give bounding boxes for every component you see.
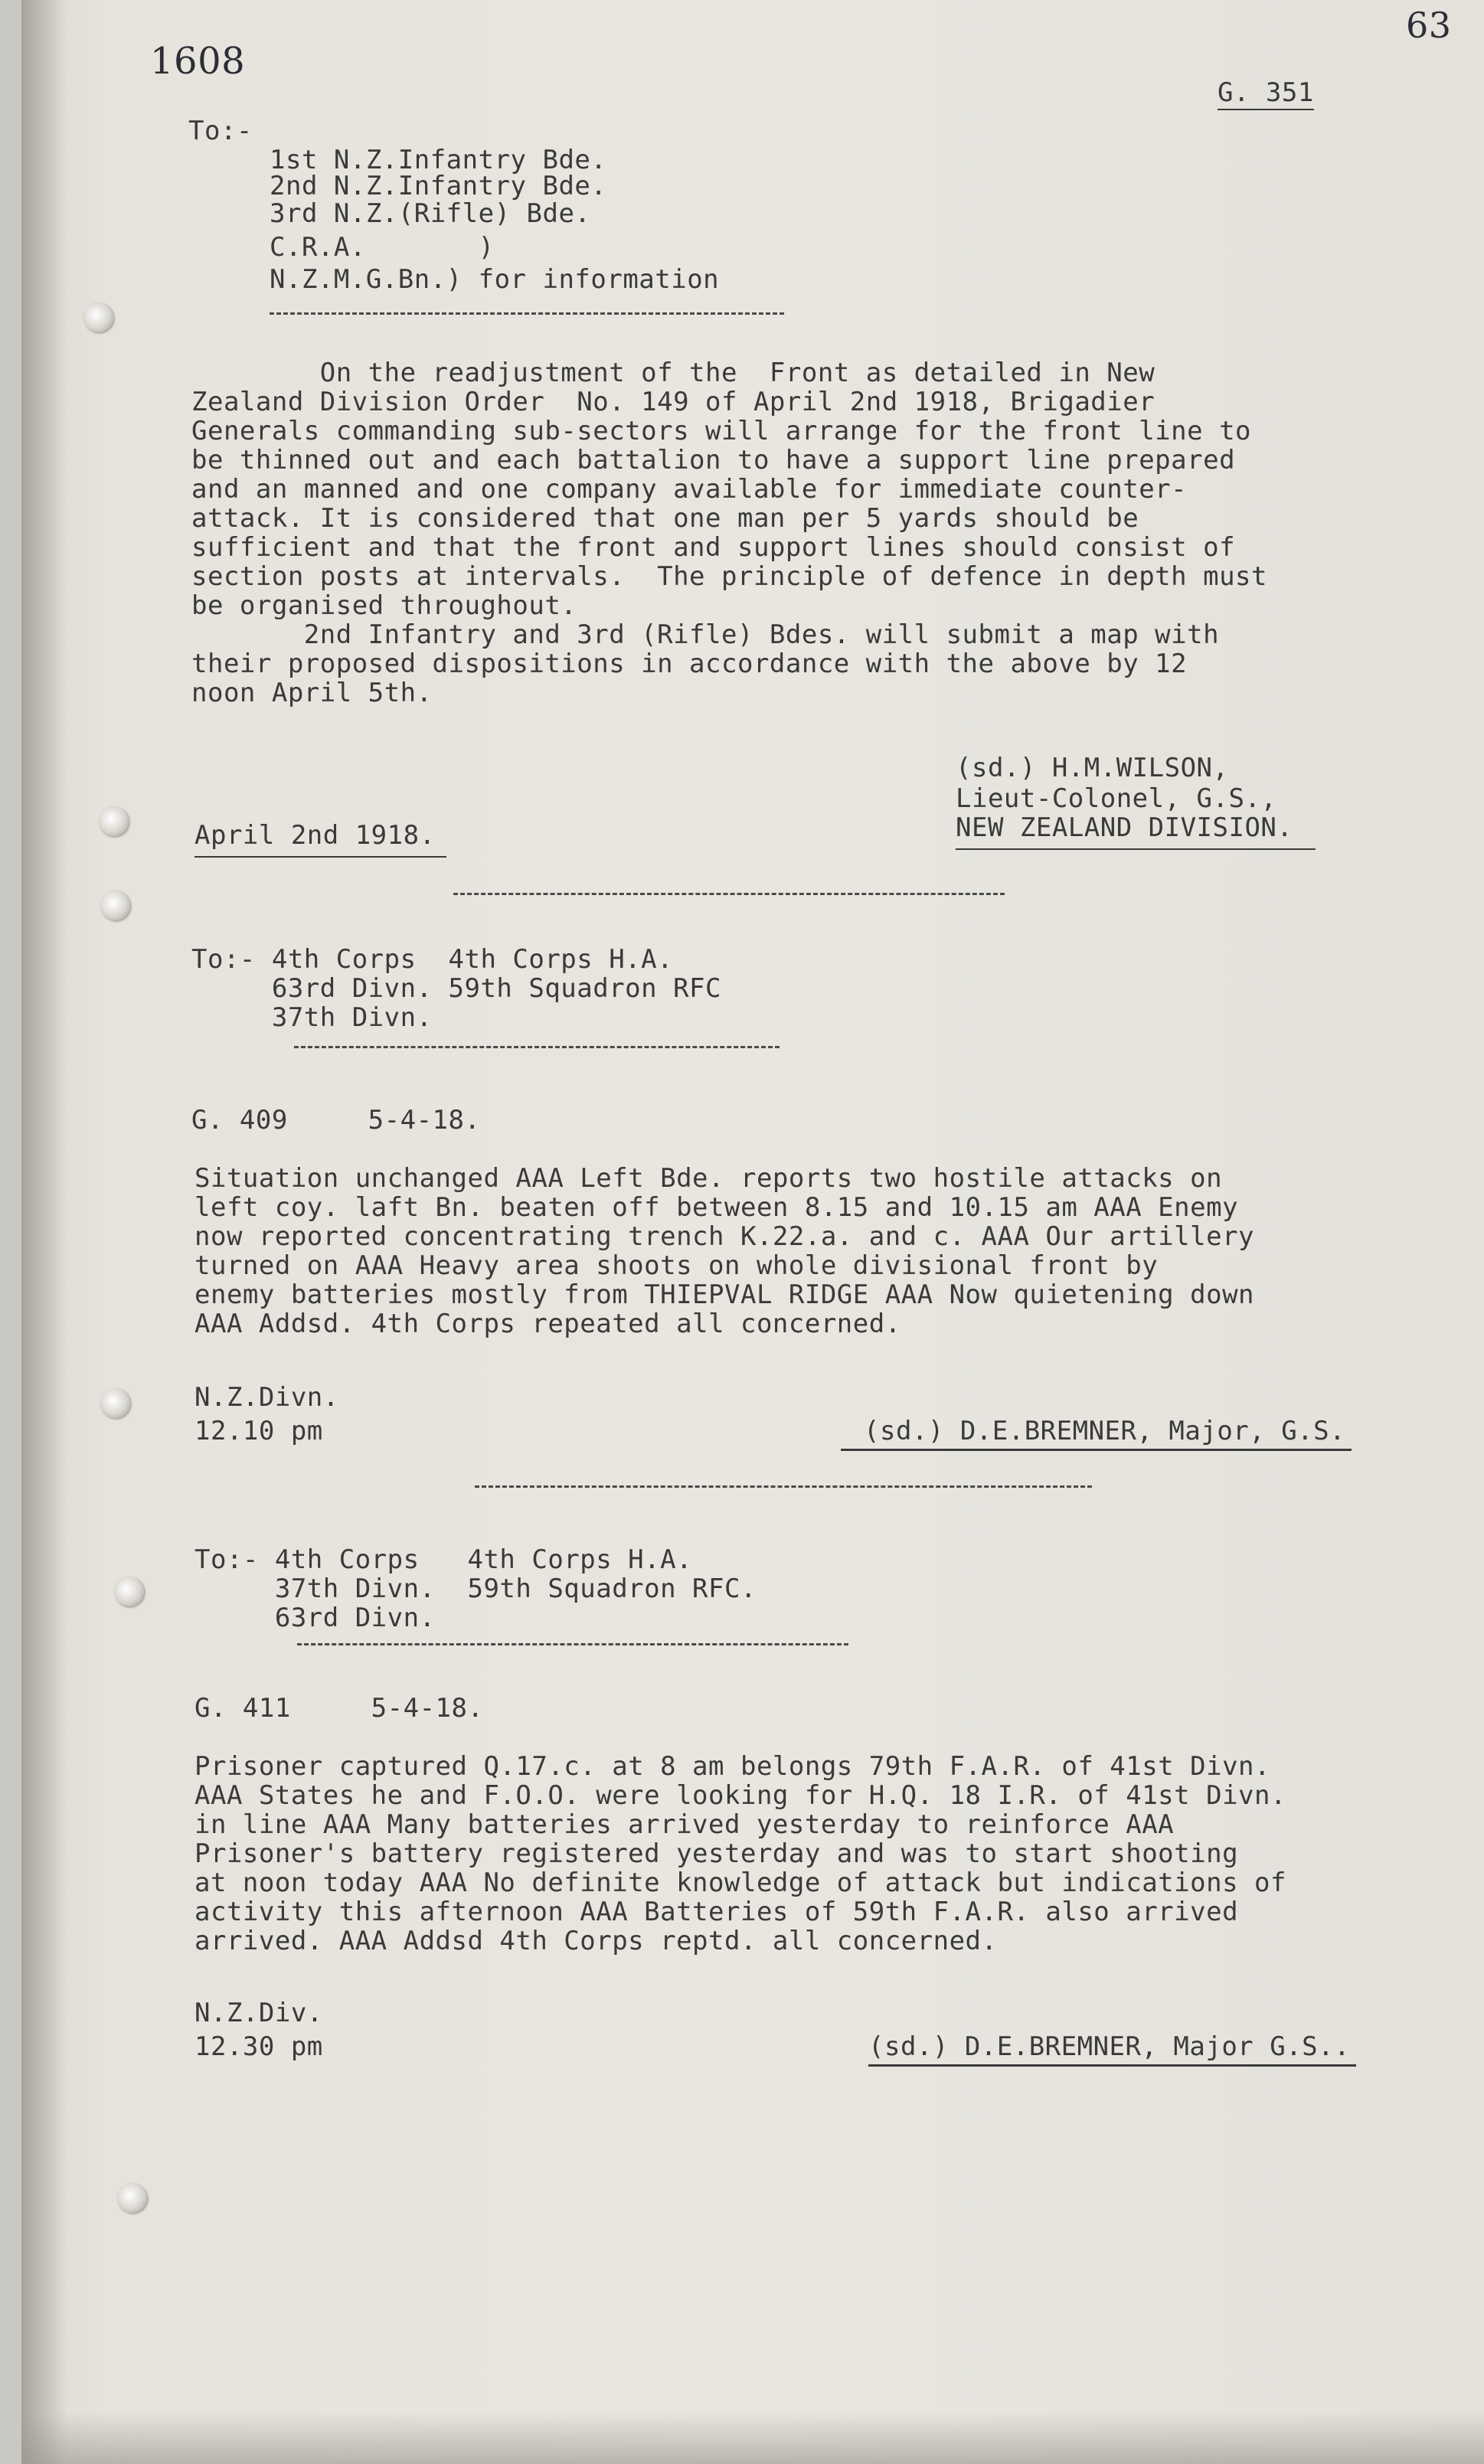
doc3-reference: G. 411 5-4-18. bbox=[194, 1693, 484, 1724]
body-line: Prisoner's battery registered yesterday and was to start shooting bbox=[194, 1838, 1239, 1869]
doc1-date: April 2nd 1918. bbox=[194, 822, 446, 858]
punch-hole bbox=[115, 1577, 144, 1606]
doc1-recipient: 3rd N.Z.(Rifle) Bde. bbox=[270, 198, 591, 229]
doc3-to-line: 63rd Divn. bbox=[194, 1603, 436, 1633]
divider bbox=[297, 1643, 848, 1645]
body-line: sufficient and that the front and support lines should consist of bbox=[191, 532, 1236, 563]
doc1-reference: G. 351 bbox=[1218, 80, 1314, 110]
body-line: section posts at intervals. The principle of defence in depth must bbox=[191, 561, 1267, 592]
body-line: Prisoner captured Q.17.c. at 8 am belongs 79th F.A.R. of 41st Divn. bbox=[194, 1751, 1270, 1782]
doc1-to-label: To:- bbox=[188, 116, 253, 146]
file-number: 1608 bbox=[150, 40, 246, 83]
body-line: at noon today AAA No definite knowledge of attack but indications of bbox=[194, 1868, 1286, 1898]
doc3-origin: N.Z.Div. bbox=[194, 1998, 323, 2028]
punch-hole bbox=[100, 807, 129, 836]
body-line: AAA Addsd. 4th Corps repeated all concerned. bbox=[194, 1309, 901, 1339]
doc3-time: 12.30 pm bbox=[194, 2031, 323, 2062]
body-line: their proposed dispositions in accordance with the above by 12 bbox=[191, 649, 1188, 679]
doc3-signature: (sd.) D.E.BREMNER, Major G.S.. bbox=[868, 2034, 1356, 2067]
body-line: be thinned out and each battalion to have a support line prepared bbox=[191, 445, 1236, 475]
doc1-recipient: C.R.A. ) bbox=[270, 232, 495, 263]
body-line: activity this afternoon AAA Batteries of 59th F.A.R. also arrived bbox=[194, 1897, 1239, 1927]
body-line: On the readjustment of the Front as detailed in New bbox=[191, 358, 1155, 388]
body-line: Generals commanding sub-sectors will arrange for the front line to bbox=[191, 416, 1252, 446]
punch-hole bbox=[101, 891, 130, 920]
doc3-to-line: To:- 4th Corps 4th Corps H.A. bbox=[194, 1544, 693, 1575]
doc1-signature: (sd.) H.M.WILSON, bbox=[956, 753, 1229, 783]
doc3-to-line: 37th Divn. 59th Squadron RFC. bbox=[194, 1573, 757, 1604]
doc2-to-line: To:- 4th Corps 4th Corps H.A. bbox=[191, 944, 674, 975]
body-line: arrived. AAA Addsd 4th Corps reptd. all concerned. bbox=[194, 1926, 998, 1956]
doc1-recipient: N.Z.M.G.Bn.) for information bbox=[270, 264, 720, 295]
body-line: AAA States he and F.O.O. were looking for H.Q. 18 I.R. of 41st Divn. bbox=[194, 1780, 1286, 1811]
body-line: Situation unchanged AAA Left Bde. reports two hostile attacks on bbox=[194, 1163, 1223, 1194]
body-line: in line AAA Many batteries arrived yesterday to reinforce AAA bbox=[194, 1809, 1175, 1840]
body-line: noon April 5th. bbox=[191, 678, 433, 708]
punch-hole bbox=[84, 303, 113, 332]
page-bottom-edge bbox=[21, 2412, 1484, 2464]
body-line: left coy. laft Bn. beaten off between 8.15 and 10.15 am AAA Enemy bbox=[194, 1192, 1239, 1223]
body-line: 2nd Infantry and 3rd (Rifle) Bdes. will submit a map with bbox=[191, 619, 1220, 650]
doc2-signature: (sd.) D.E.BREMNER, Major, G.S. bbox=[841, 1418, 1352, 1451]
body-line: be organised throughout. bbox=[191, 590, 577, 621]
divider bbox=[294, 1046, 780, 1048]
section-divider bbox=[475, 1485, 1092, 1488]
doc1-signature-rank: Lieut-Colonel, G.S., bbox=[956, 783, 1277, 814]
body-line: turned on AAA Heavy area shoots on whole divisional front by bbox=[194, 1250, 1159, 1281]
doc2-to-line: 37th Divn. bbox=[191, 1002, 433, 1033]
page-edge-shadow bbox=[21, 0, 67, 2464]
body-line: attack. It is considered that one man per 5 yards should be bbox=[191, 503, 1139, 534]
doc2-time: 12.10 pm bbox=[194, 1416, 323, 1446]
section-divider bbox=[453, 893, 1005, 895]
divider bbox=[270, 312, 784, 315]
body-line: Zealand Division Order No. 149 of April 2nd 1918, Brigadier bbox=[191, 387, 1155, 417]
document-page bbox=[21, 0, 1484, 2464]
body-line: and an manned and one company available for immediate counter- bbox=[191, 474, 1188, 505]
punch-hole bbox=[118, 2184, 147, 2213]
body-line: now reported concentrating trench K.22.a. and c. AAA Our artillery bbox=[194, 1221, 1255, 1252]
doc2-reference: G. 409 5-4-18. bbox=[191, 1105, 481, 1136]
doc2-origin: N.Z.Divn. bbox=[194, 1382, 339, 1413]
doc1-recipient: 1st N.Z.Infantry Bde. bbox=[270, 145, 607, 175]
body-line: enemy batteries mostly from THIEPVAL RIDGE AAA Now quietening down bbox=[194, 1279, 1255, 1310]
doc1-recipient: 2nd N.Z.Infantry Bde. bbox=[270, 171, 607, 201]
doc2-to-line: 63rd Divn. 59th Squadron RFC bbox=[191, 973, 722, 1004]
page-number: 63 bbox=[1406, 5, 1452, 46]
doc1-signature-unit: NEW ZEALAND DIVISION. bbox=[956, 815, 1316, 850]
punch-hole bbox=[101, 1389, 130, 1418]
